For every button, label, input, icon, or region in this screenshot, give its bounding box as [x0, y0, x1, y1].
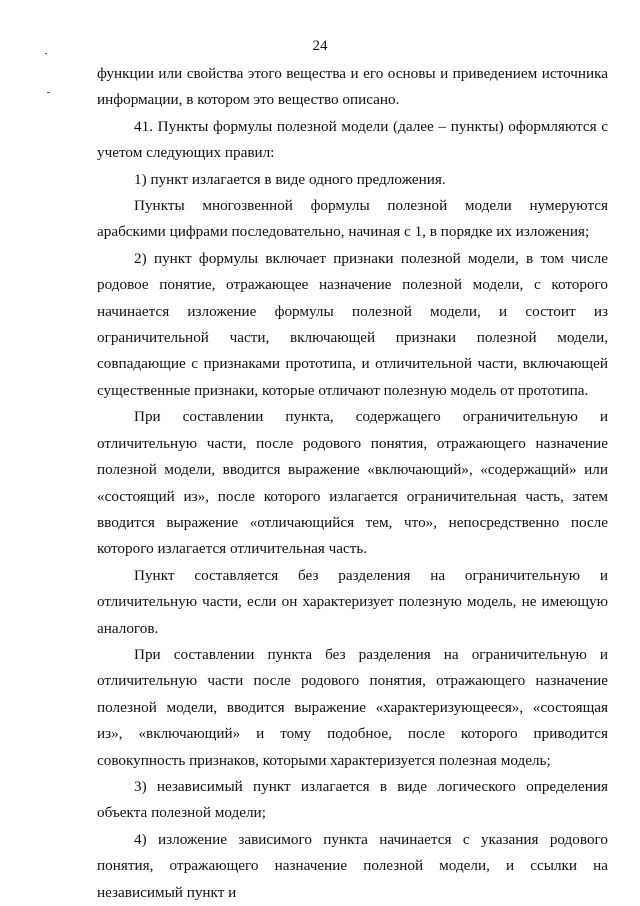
paragraph: 2) пункт формулы включает признаки полезной модели, в том числе родовое понятие, отражающее назначение полезной модели, с которого начинается изложение формулы полезной модели, и состоит из ограничительной части, включающей признаки полезной модели, совпадающие с признаками прототипа, и отличительной части, включающей существенные признаки, которые отличают полезную модель от прототипа. — [97, 249, 608, 399]
paragraph: Пункт составляется без разделения на ограничительную и отличительную части, если он характеризует полезную модель, не имеющую аналогов. — [97, 566, 608, 637]
page-number: 24 — [312, 38, 328, 54]
paragraph: 41. Пункты формулы полезной модели (далее – пункты) оформляются с учетом следующих правил: — [97, 117, 608, 162]
paragraph: При составлении пункта без разделения на ограничительную и отличительную части после родового понятия, отражающего назначение полезной модели, вводится выражение «характеризующееся», «состоящая из», «включающий» и тому подобное, после которого приводится совокупность признаков, которыми характеризуется полезная модель; — [97, 645, 608, 769]
paragraph: Пункты многозвенной формулы полезной модели нумеруются арабскими цифрами последовательно, начиная с 1, в порядке их изложения; — [97, 197, 608, 241]
paragraph: 3) независимый пункт излагается в виде логического определения объекта полезной модели; — [97, 777, 608, 822]
scan-speck — [47, 92, 50, 93]
paragraph: При составлении пункта, содержащего ограничительную и отличительную части, после родового понятия, отражающего назначение полезной модели, вводится выражение «включающий», «содержащий» или «состоящий из», после которого излагается ограничительная часть, затем вводится выражение «отличающийся тем, что», непосредственно после которого излагается отличительная часть. — [97, 408, 608, 558]
document-body — [97, 61, 608, 906]
paragraph: 1) пункт излагается в виде одного предложения. — [134, 170, 446, 188]
paragraph: 4) изложение зависимого пункта начинается с указания родового понятия, отражающего назначение полезной модели, и ссылки на независимый пункт и — [97, 830, 608, 901]
paragraph: функции или свойства этого вещества и его основы и приведением источника информации, в котором это вещество описано. — [97, 65, 608, 109]
